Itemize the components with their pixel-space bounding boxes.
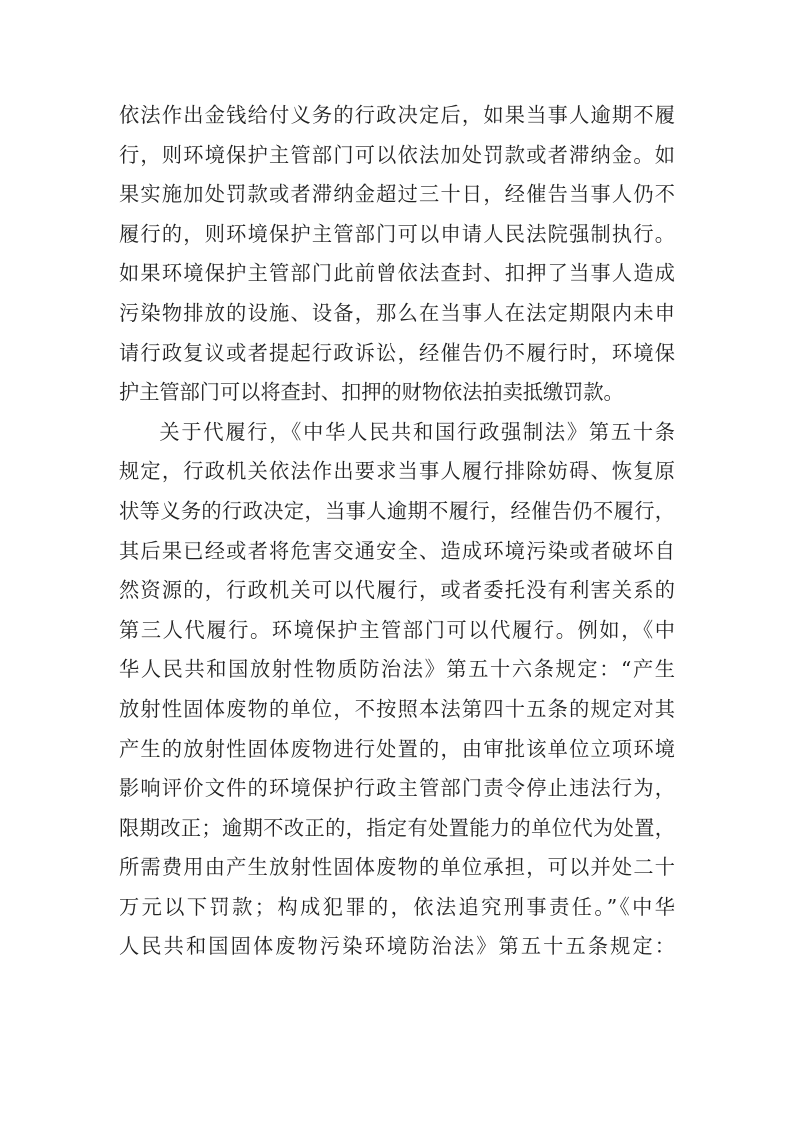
text-line: 所需费用由产生放射性固体废物的单位承担，可以并处二十 (119, 855, 675, 880)
paragraph-2 (119, 413, 675, 967)
text-line: 行，则环境保护主管部门可以依法加处罚款或者滞纳金。如 (119, 142, 675, 167)
text-line: 华人民共和国放射性物质防治法》第五十六条规定：“产生 (119, 657, 675, 682)
text-line: 其后果已经或者将危害交通安全、造成环境污染或者破坏自 (119, 538, 675, 563)
text-line: 污染物排放的设施、设备，那么在当事人在法定期限内未申 (119, 300, 675, 325)
text-line: 关于代履行，《中华人民共和国行政强制法》第五十条 (159, 419, 675, 444)
text-line: 依法作出金钱给付义务的行政决定后，如果当事人逾期不履 (119, 103, 675, 127)
text-line: 果实施加处罚款或者滞纳金超过三十日，经催告当事人仍不 (119, 182, 675, 207)
text-line: 请行政复议或者提起行政诉讼，经催告仍不履行时，环境保 (119, 340, 675, 365)
text-line: 第三人代履行。环境保护主管部门可以代履行。例如，《中 (119, 617, 675, 642)
text-line: 规定，行政机关依法作出要求当事人履行排除妨碍、恢复原 (119, 459, 675, 484)
text-line: 状等义务的行政决定，当事人逾期不履行，经催告仍不履行， (119, 498, 675, 523)
document-body (119, 96, 675, 967)
text-line: 履行的，则环境保护主管部门可以申请人民法院强制执行。 (119, 221, 675, 246)
text-line: 放射性固体废物的单位，不按照本法第四十五条的规定对其 (119, 696, 675, 721)
text-line: 产生的放射性固体废物进行处置的，由审批该单位立项环境 (119, 736, 675, 761)
paragraph-1 (119, 96, 675, 413)
text-line: 然资源的，行政机关可以代履行，或者委托没有利害关系的 (119, 578, 675, 603)
text-line: 人民共和国固体废物污染环境防治法》第五十五条规定： (119, 934, 675, 959)
text-line: 如果环境保护主管部门此前曾依法查封、扣押了当事人造成 (119, 261, 675, 286)
text-line: 影响评价文件的环境保护行政主管部门责令停止违法行为， (119, 776, 675, 801)
text-line: 限期改正；逾期不改正的，指定有处置能力的单位代为处置， (119, 815, 675, 840)
text-line: 护主管部门可以将查封、扣押的财物依法拍卖抵缴罚款。 (119, 380, 624, 405)
text-line: 万元以下罚款；构成犯罪的，依法追究刑事责任。”《中华 (119, 894, 675, 919)
